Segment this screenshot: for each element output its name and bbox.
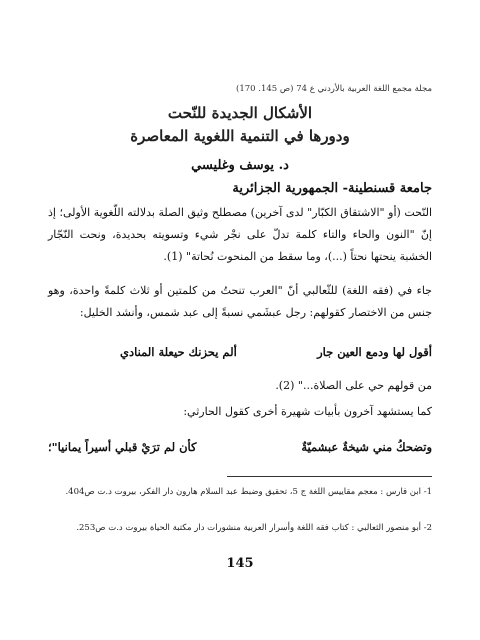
text-after-verse: من قولهم حي على الصلاة..." (2). (275, 379, 432, 392)
footnote-2: 2- أبو منصور الثعالبي : كتاب فقه اللغة وأسرار العربية منشورات دار مكتبة الحياة بيروت د.ت ص253. (76, 523, 432, 533)
text-intro-verse-2: كما يستشهد آخرون بأبيات شهيرة أخرى كقول الحارثي: (183, 405, 432, 418)
verse-2-second-hemistich: كأن لم ترَيْ قبلي أسيراً يمانيا"؛ (48, 440, 197, 454)
article-title-line2: ودورها في التنمية اللغوية المعاصرة (130, 127, 350, 145)
page-number: 145 (226, 556, 254, 571)
footnote-separator (227, 476, 432, 477)
author-affiliation: جامعة قسنطينة- الجمهورية الجزائرية (232, 181, 432, 196)
footnote-1: 1- ابن فارس : معجم مقاييس اللغة ج 5، تحقيق وضبط عبد السلام هارون دار الفكر، بيروت د.ت ص404. (65, 487, 432, 497)
author-name: د. يوسف وغليسي (191, 158, 289, 173)
journal-header: مجلة مجمع اللغة العربية بالأردني ع 74 (ص 145. 170) (236, 84, 432, 94)
verse-2-first-hemistich: وتضحكُ مني شيخةٌ عبشميّةٌ (301, 440, 432, 454)
verse-1-first-hemistich: أقول لها ودمع العين جار (317, 345, 432, 359)
paragraph-1: النّحت (أو "الاشتقاق الكبّار" لدى آخرين) مصطلح وثيق الصلة بدلالته اللّغوية الأولى؛ إذ إنّ "النون والحاء والتاء كلمة تدلّ على نجْر شيء وتسويته بحديدة، ونحت النّجّار الخشبة ينحتها نحتاً (...)، وما سقط من المنحوت نُحاتة" (1). (48, 206, 432, 263)
verse-1-second-hemistich: ألم يحزنك حيعلة المنادي (120, 345, 237, 359)
article-title-line1: الأشكال الجديدة للنّحت (167, 104, 313, 122)
paragraph-2: جاء في (فقه اللغة) للثّعالبي أنّ "العرب تنحتُ من كلمتين أو ثلاث كلمةً واحدة، وهو جنس من الاختصار كقولهم: رجل عبشَمي نسبةً إلى عبد شمس، وأنشد الخليل: (48, 284, 432, 319)
